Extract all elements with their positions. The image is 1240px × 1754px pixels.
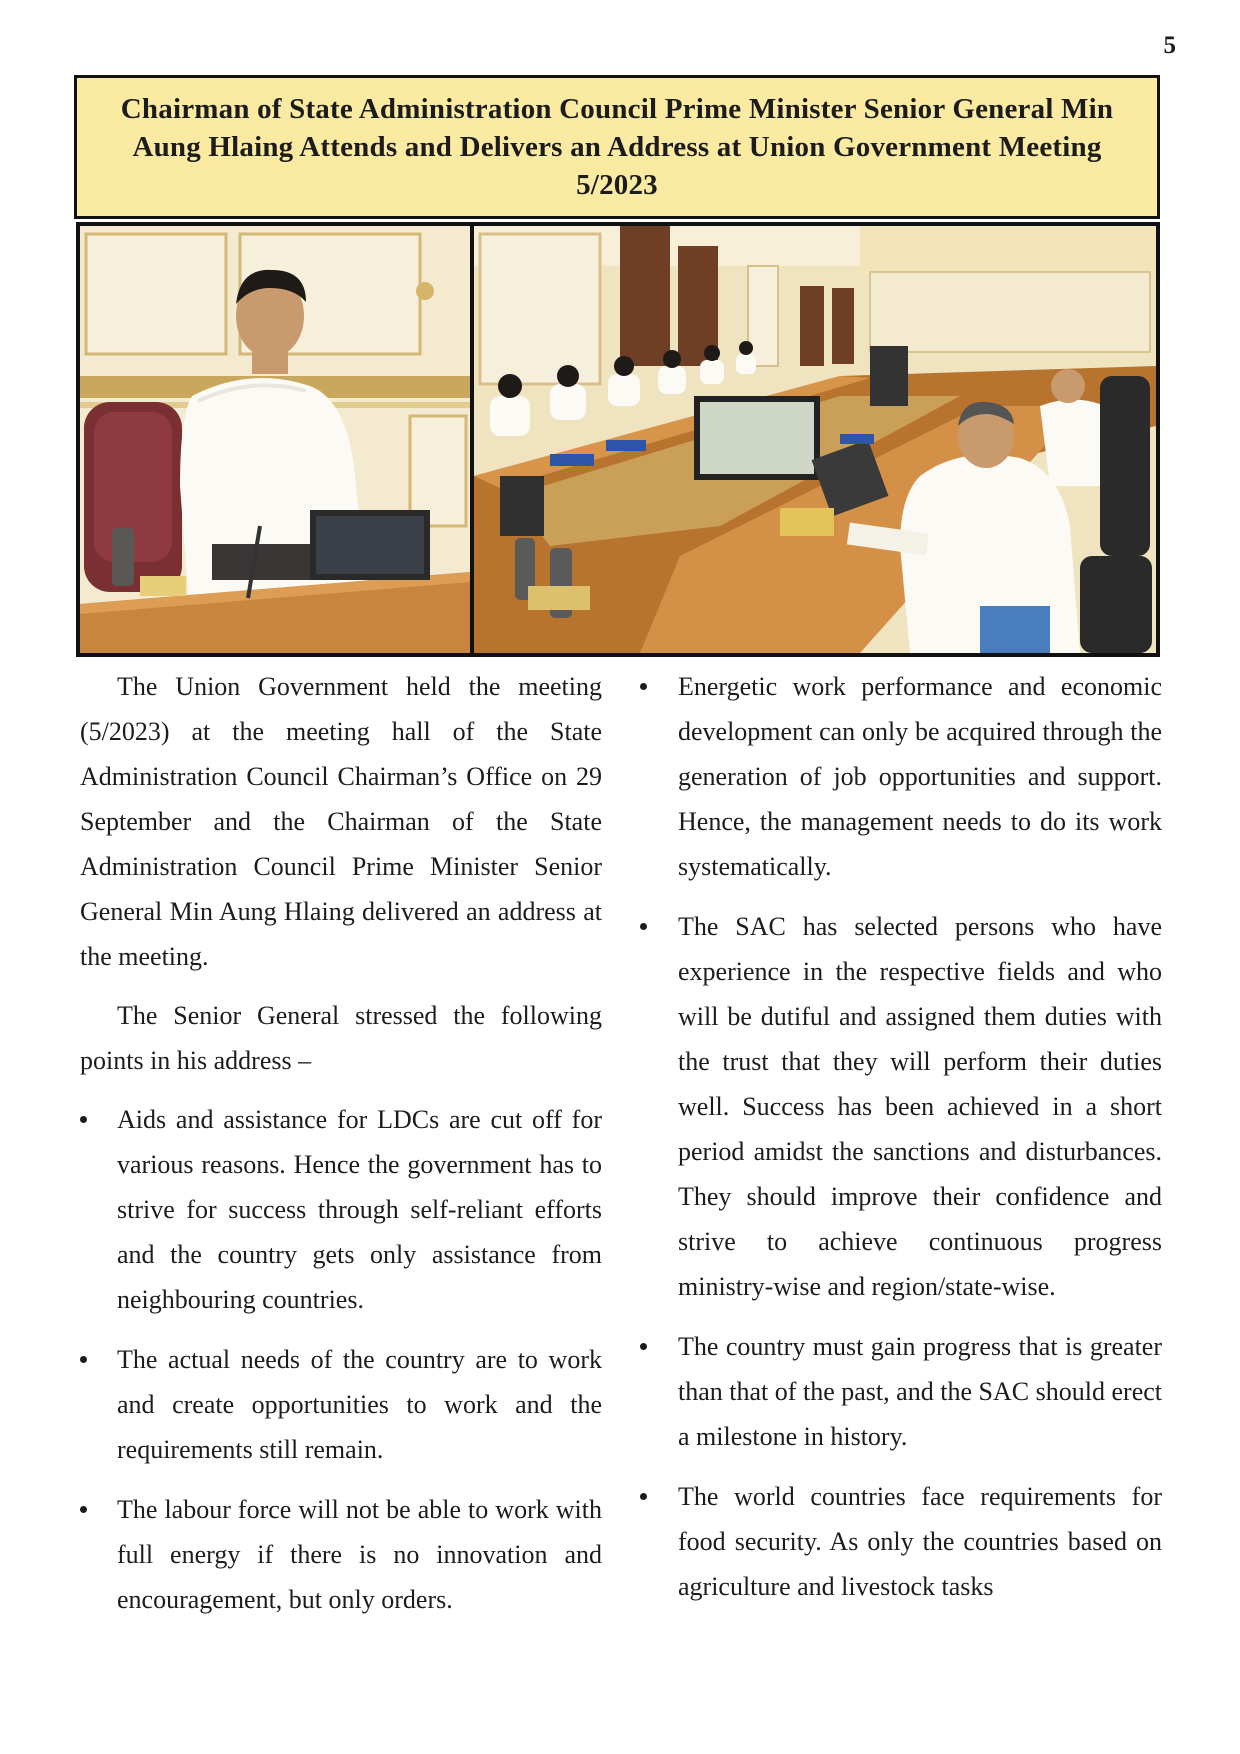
bullet-icon — [640, 923, 647, 930]
list-item-text: The labour force will not be able to work with full energy if there is no innovation and encouragement, but only orders. — [117, 1495, 602, 1614]
list-item — [640, 664, 1162, 889]
list-item-text: The SAC has selected persons who have experience in the respective fields and who will be dutiful and assigned them duties with the trust that they will perform their duties well. Success has been achieved in a short period amidst the sanctions and disturbances. They should improve their confidence and strive to achieve continuous progress ministry-wise and region/state-wise. — [678, 912, 1162, 1301]
photo-collage — [76, 222, 1160, 657]
list-item — [80, 1337, 602, 1472]
address-lead-paragraph: The Senior General stressed the following points in his address – — [80, 1001, 602, 1075]
list-item — [640, 1324, 1162, 1459]
list-item-text: The world countries face requirements for food security. As only the countries based on agriculture and livestock tasks — [678, 1482, 1162, 1601]
page-number: 5 — [1163, 32, 1176, 59]
list-item-text: The actual needs of the country are to work and create opportunities to work and the requirements still remain. — [117, 1345, 602, 1464]
bullet-icon — [80, 1356, 87, 1363]
bullet-icon — [640, 1493, 647, 1500]
article-title-box — [74, 75, 1160, 219]
right-column — [640, 664, 1162, 1624]
list-item — [80, 1487, 602, 1622]
bullet-icon — [640, 683, 647, 690]
address-points-list-right — [640, 664, 1162, 1609]
list-item-text: Energetic work performance and economic development can only be acquired through the generation of job opportunities and support. Hence, the management needs to do its work systematically. — [678, 672, 1162, 881]
list-item-text: The country must gain progress that is greater than that of the past, and the SAC should erect a milestone in history. — [678, 1332, 1162, 1451]
article-title: Chairman of State Administration Council Prime Minister Senior General Min Aung Hlaing Attends and Delivers an Address at Union Government Meeting 5/2023 — [120, 93, 1114, 201]
list-item — [640, 1474, 1162, 1609]
list-item — [80, 1097, 602, 1322]
intro-paragraph: The Union Government held the meeting (5/2023) at the meeting hall of the State Administration Council Chairman’s Office on 29 September and the Chairman of the State Administration Council Prime Minister Senior General Min Aung Hlaing delivered an address at the meeting. — [80, 672, 602, 971]
list-item — [640, 904, 1162, 1309]
address-points-list-left — [80, 1097, 602, 1622]
senior-general-standing-photo — [80, 226, 470, 653]
union-government-meeting-hall-photo — [474, 226, 1156, 653]
left-column — [80, 664, 602, 1637]
bullet-icon — [640, 1343, 647, 1350]
bullet-icon — [80, 1116, 87, 1123]
list-item-text: Aids and assistance for LDCs are cut off for various reasons. Hence the government has to strive for success through self-reliant efforts and the country gets only assistance from neighbouring countries. — [117, 1105, 602, 1314]
bullet-icon — [80, 1506, 87, 1513]
